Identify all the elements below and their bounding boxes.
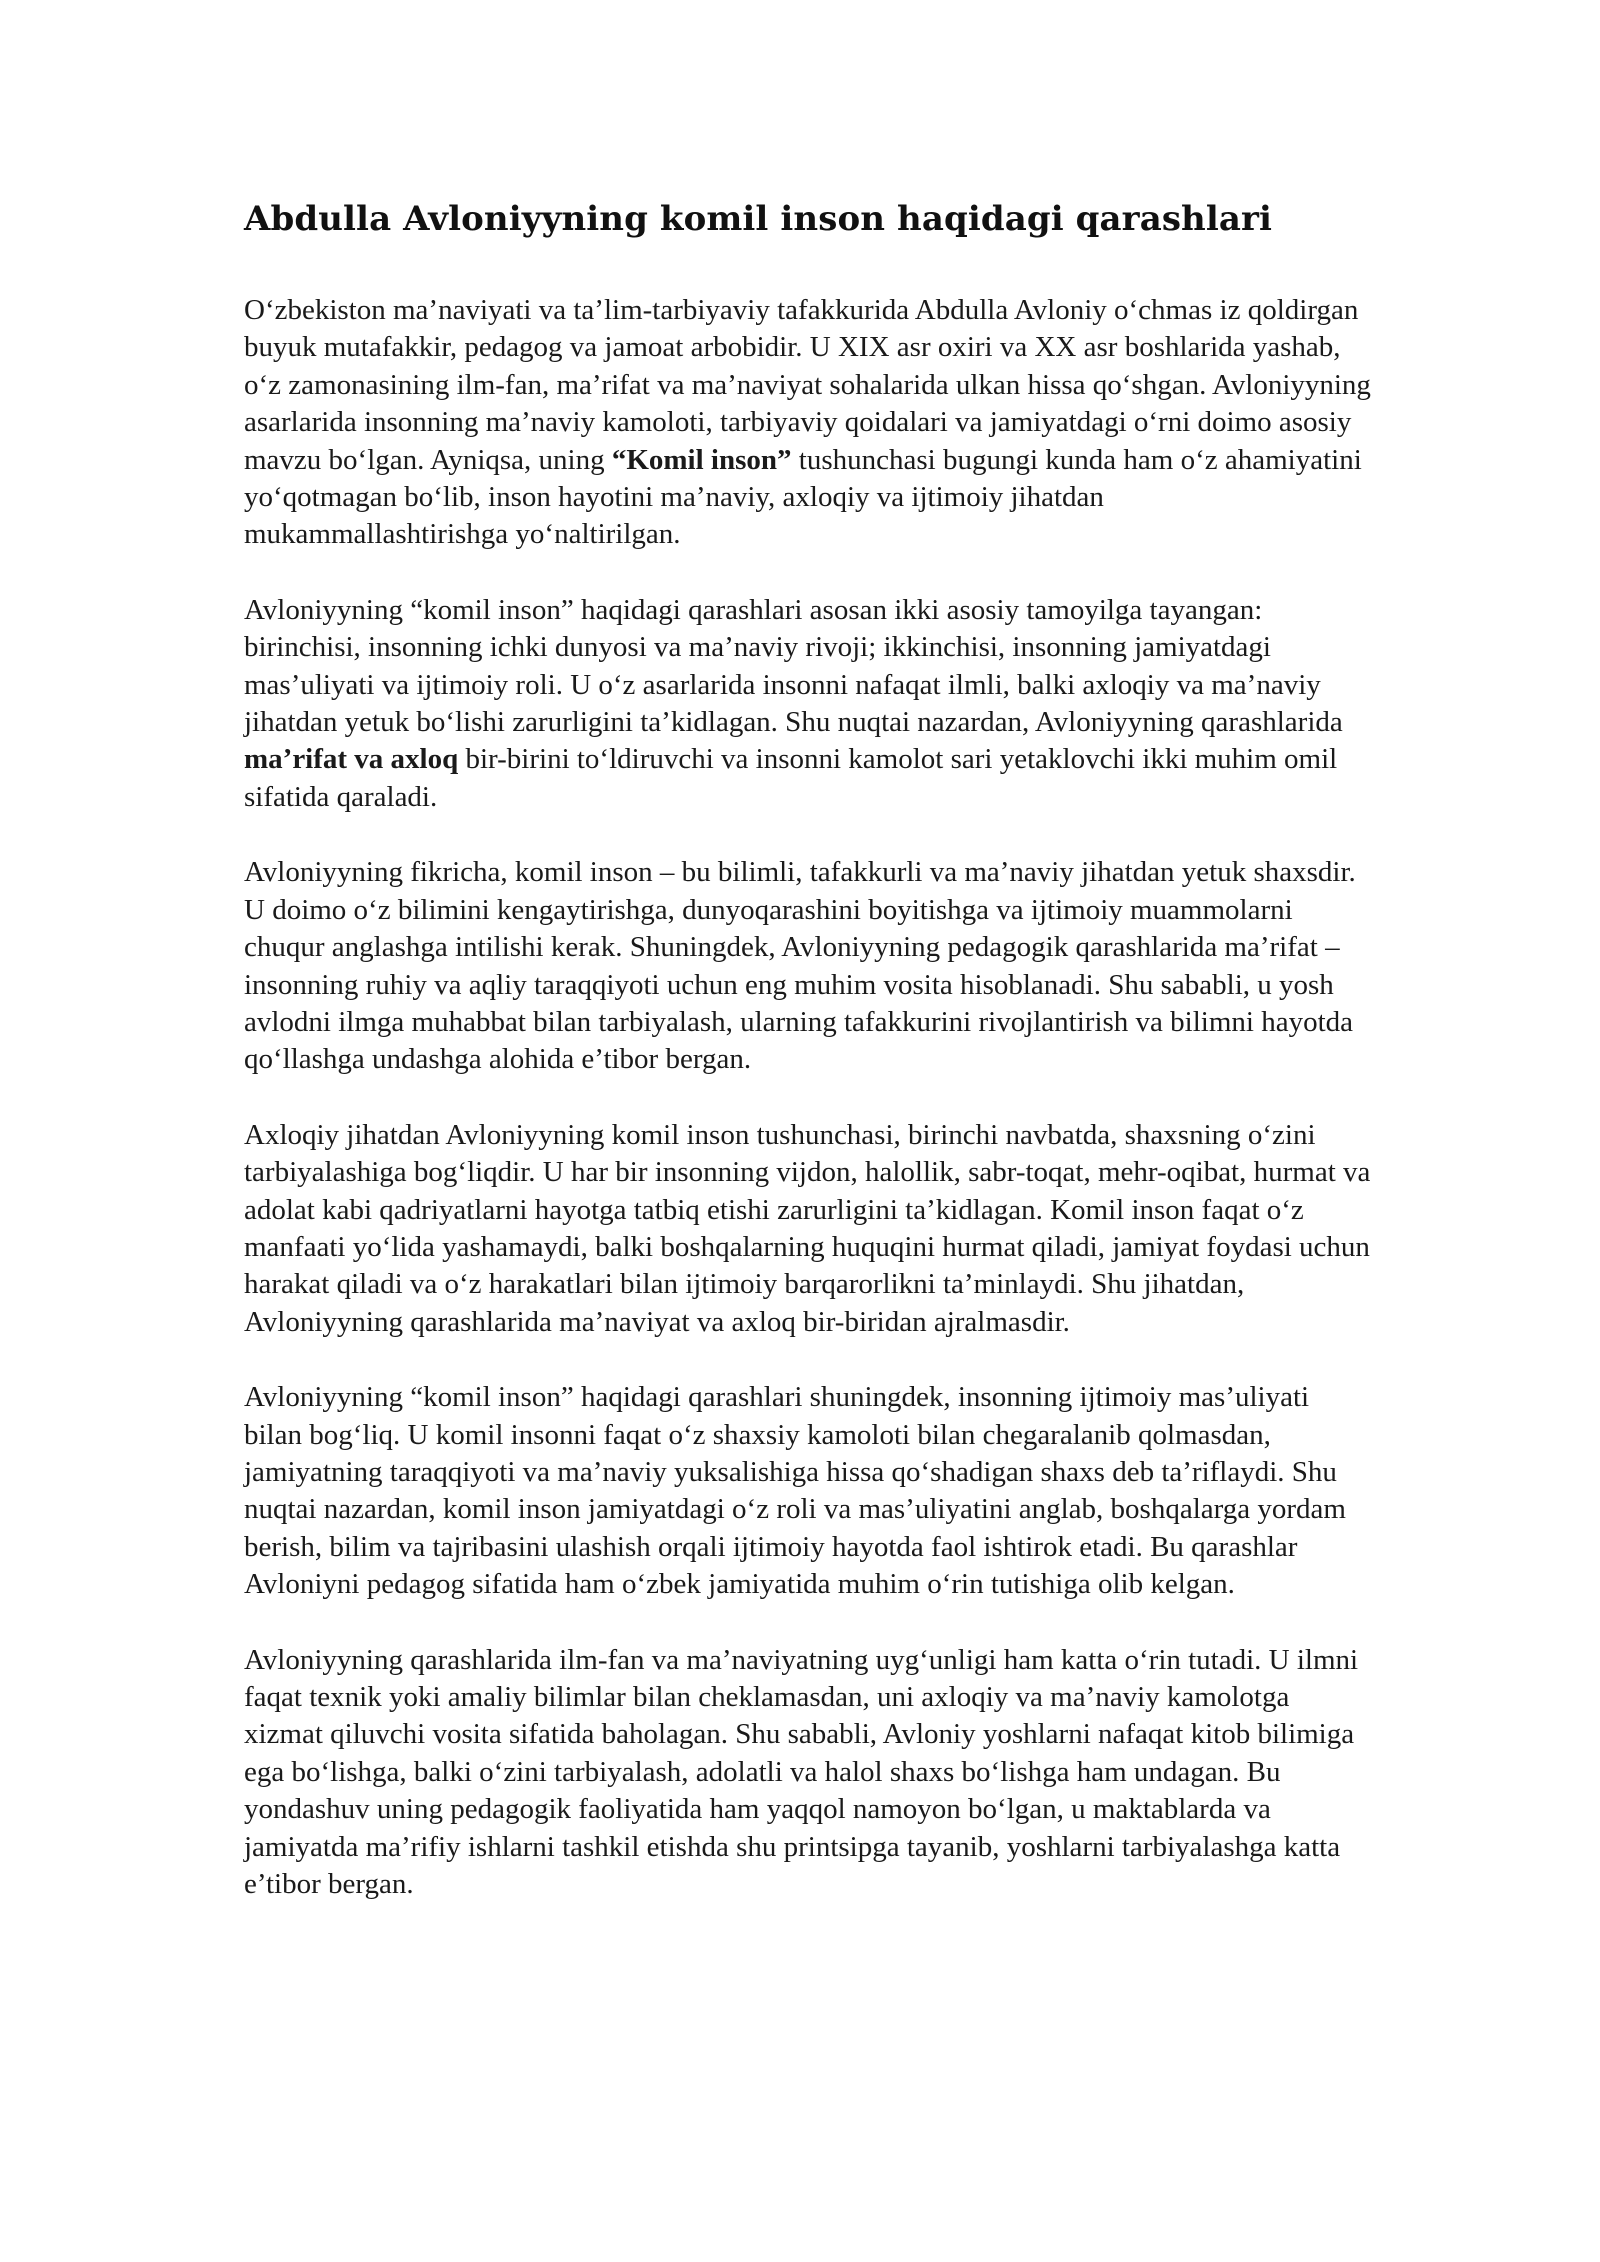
paragraph-text: tushunchasi bugungi kunda ham o‘z ahamiyatini yo‘qotmagan bo‘lib, inson hayotini ma’naviy, axloqiy va ijtimoiy jihatdan mukammallashtirishga yo‘naltirilgan. (244, 443, 1362, 551)
bold-phrase-komil-inson: “Komil inson” (611, 443, 792, 476)
paragraph-6 (244, 1642, 1372, 1904)
paragraph-1 (244, 292, 1372, 554)
bold-phrase-marifat-va-axloq: ma’rifat va axloq (244, 743, 459, 776)
paragraph-text: bir-birini to‘ldiruvchi va insonni kamolot sari yetaklovchi ikki muhim omil sifatida qaraladi. (244, 743, 1338, 813)
paragraph-2 (244, 592, 1372, 816)
paragraph-3 (244, 854, 1372, 1078)
paragraph-text: Avloniyyning qarashlarida ilm-fan va ma’naviyatning uyg‘unligi ham katta o‘rin tutadi. U ilmni faqat texnik yoki amaliy bilimlar bilan cheklamasdan, uni axloqiy va ma’naviy kamolotga xizmat qiluvchi vosita sifatida baholagan. Shu sababli, Avloniy yoshlarni nafaqat kitob bilimiga ega bo‘lishga, balki o‘zini tarbiyalash, adolatli va halol shaxs bo‘lishga ham undagan. Bu yondashuv uning pedagogik faoliyatida ham yaqqol namoyon bo‘lgan, u maktablarda va jamiyatda ma’rifiy ishlarni tashkil etishda shu printsipga tayanib, yoshlarni tarbiyalashga katta e’tibor bergan. (244, 1643, 1359, 1901)
paragraph-5 (244, 1379, 1372, 1603)
paragraph-4 (244, 1117, 1372, 1341)
document-body (244, 196, 1372, 1941)
document-title: Abdulla Avloniyyning komil inson haqidagi qarashlari (244, 199, 1273, 239)
paragraph-text: Avloniyyning “komil inson” haqidagi qarashlari shuningdek, insonning ijtimoiy mas’uliyati bilan bog‘liq. U komil insonni faqat o‘z shaxsiy kamoloti bilan chegaralanib qolmasdan, jamiyatning taraqqiyoti va ma’naviy yuksalishiga hissa qo‘shadigan shaxs deb ta’riflaydi. Shu nuqtai nazardan, komil inson jamiyatdagi o‘z roli va mas’uliyatini anglab, boshqalarga yordam berish, bilim va tajribasini ulashish orqali ijtimoiy hayotda faol ishtirok etadi. Bu qarashlar Avloniyni pedagog sifatida ham o‘zbek jamiyatida muhim o‘rin tutishiga olib kelgan. (244, 1381, 1346, 1601)
paragraph-text: O‘zbekiston ma’naviyati va ta’lim-tarbiyaviy tafakkurida Abdulla Avloniy o‘chmas iz qoldirgan buyuk mutafakkir, pedagog va jamoat arbobidir. U XIX asr oxiri va XX asr boshlarida yashab, o‘z zamonasining ilm-fan, ma’rifat va ma’naviyat sohalarida ulkan hissa qo‘shgan. Avloniyyning asarlarida insonning ma’naviy kamoloti, tarbiyaviy qoidalari va jamiyatdagi o‘rni doimo asosiy mavzu bo‘lgan. Ayniqsa, uning (244, 294, 1371, 476)
paragraph-text: Axloqiy jihatdan Avloniyyning komil inson tushunchasi, birinchi navbatda, shaxsning o‘zini tarbiyalashiga bog‘liqdir. U har bir insonning vijdon, halollik, sabr-toqat, mehr-oqibat, hurmat va adolat kabi qadriyatlarni hayotga tatbiq etishi zarurligini ta’kidlagan. Komil inson faqat o‘z manfaati yo‘lida yashamaydi, balki boshqalarning huquqini hurmat qiladi, jamiyat foydasi uchun harakat qiladi va o‘z harakatlari bilan ijtimoiy barqarorlikni ta’minlaydi. Shu jihatdan, Avloniyyning qarashlarida ma’naviyat va axloq bir-biridan ajralmasdir. (244, 1118, 1371, 1338)
paragraph-text: Avloniyyning fikricha, komil inson – bu bilimli, tafakkurli va ma’naviy jihatdan yetuk shaxsdir. U doimo o‘z bilimini kengaytirishga, dunyoqarashini boyitishga va ijtimoiy muammolarni chuqur anglashga intilishi kerak. Shuningdek, Avloniyyning pedagogik qarashlarida ma’rifat – insonning ruhiy va aqliy taraqqiyoti uchun eng muhim vosita hisoblanadi. Shu sababli, u yosh avlodni ilmga muhabbat bilan tarbiyalash, ularning tafakkurini rivojlantirish va bilimni hayotda qo‘llashga undashga alohida e’tibor bergan. (244, 856, 1356, 1076)
paragraph-text: Avloniyyning “komil inson” haqidagi qarashlari asosan ikki asosiy tamoyilga tayangan: birinchisi, insonning ichki dunyosi va ma’naviy rivoji; ikkinchisi, insonning jamiyatdagi mas’uliyati va ijtimoiy roli. U o‘z asarlarida insonni nafaqat ilmli, balki axloqiy va ma’naviy jihatdan yetuk bo‘lishi zarurligini ta’kidlagan. Shu nuqtai nazardan, Avloniyyning qarashlarida (244, 593, 1343, 739)
